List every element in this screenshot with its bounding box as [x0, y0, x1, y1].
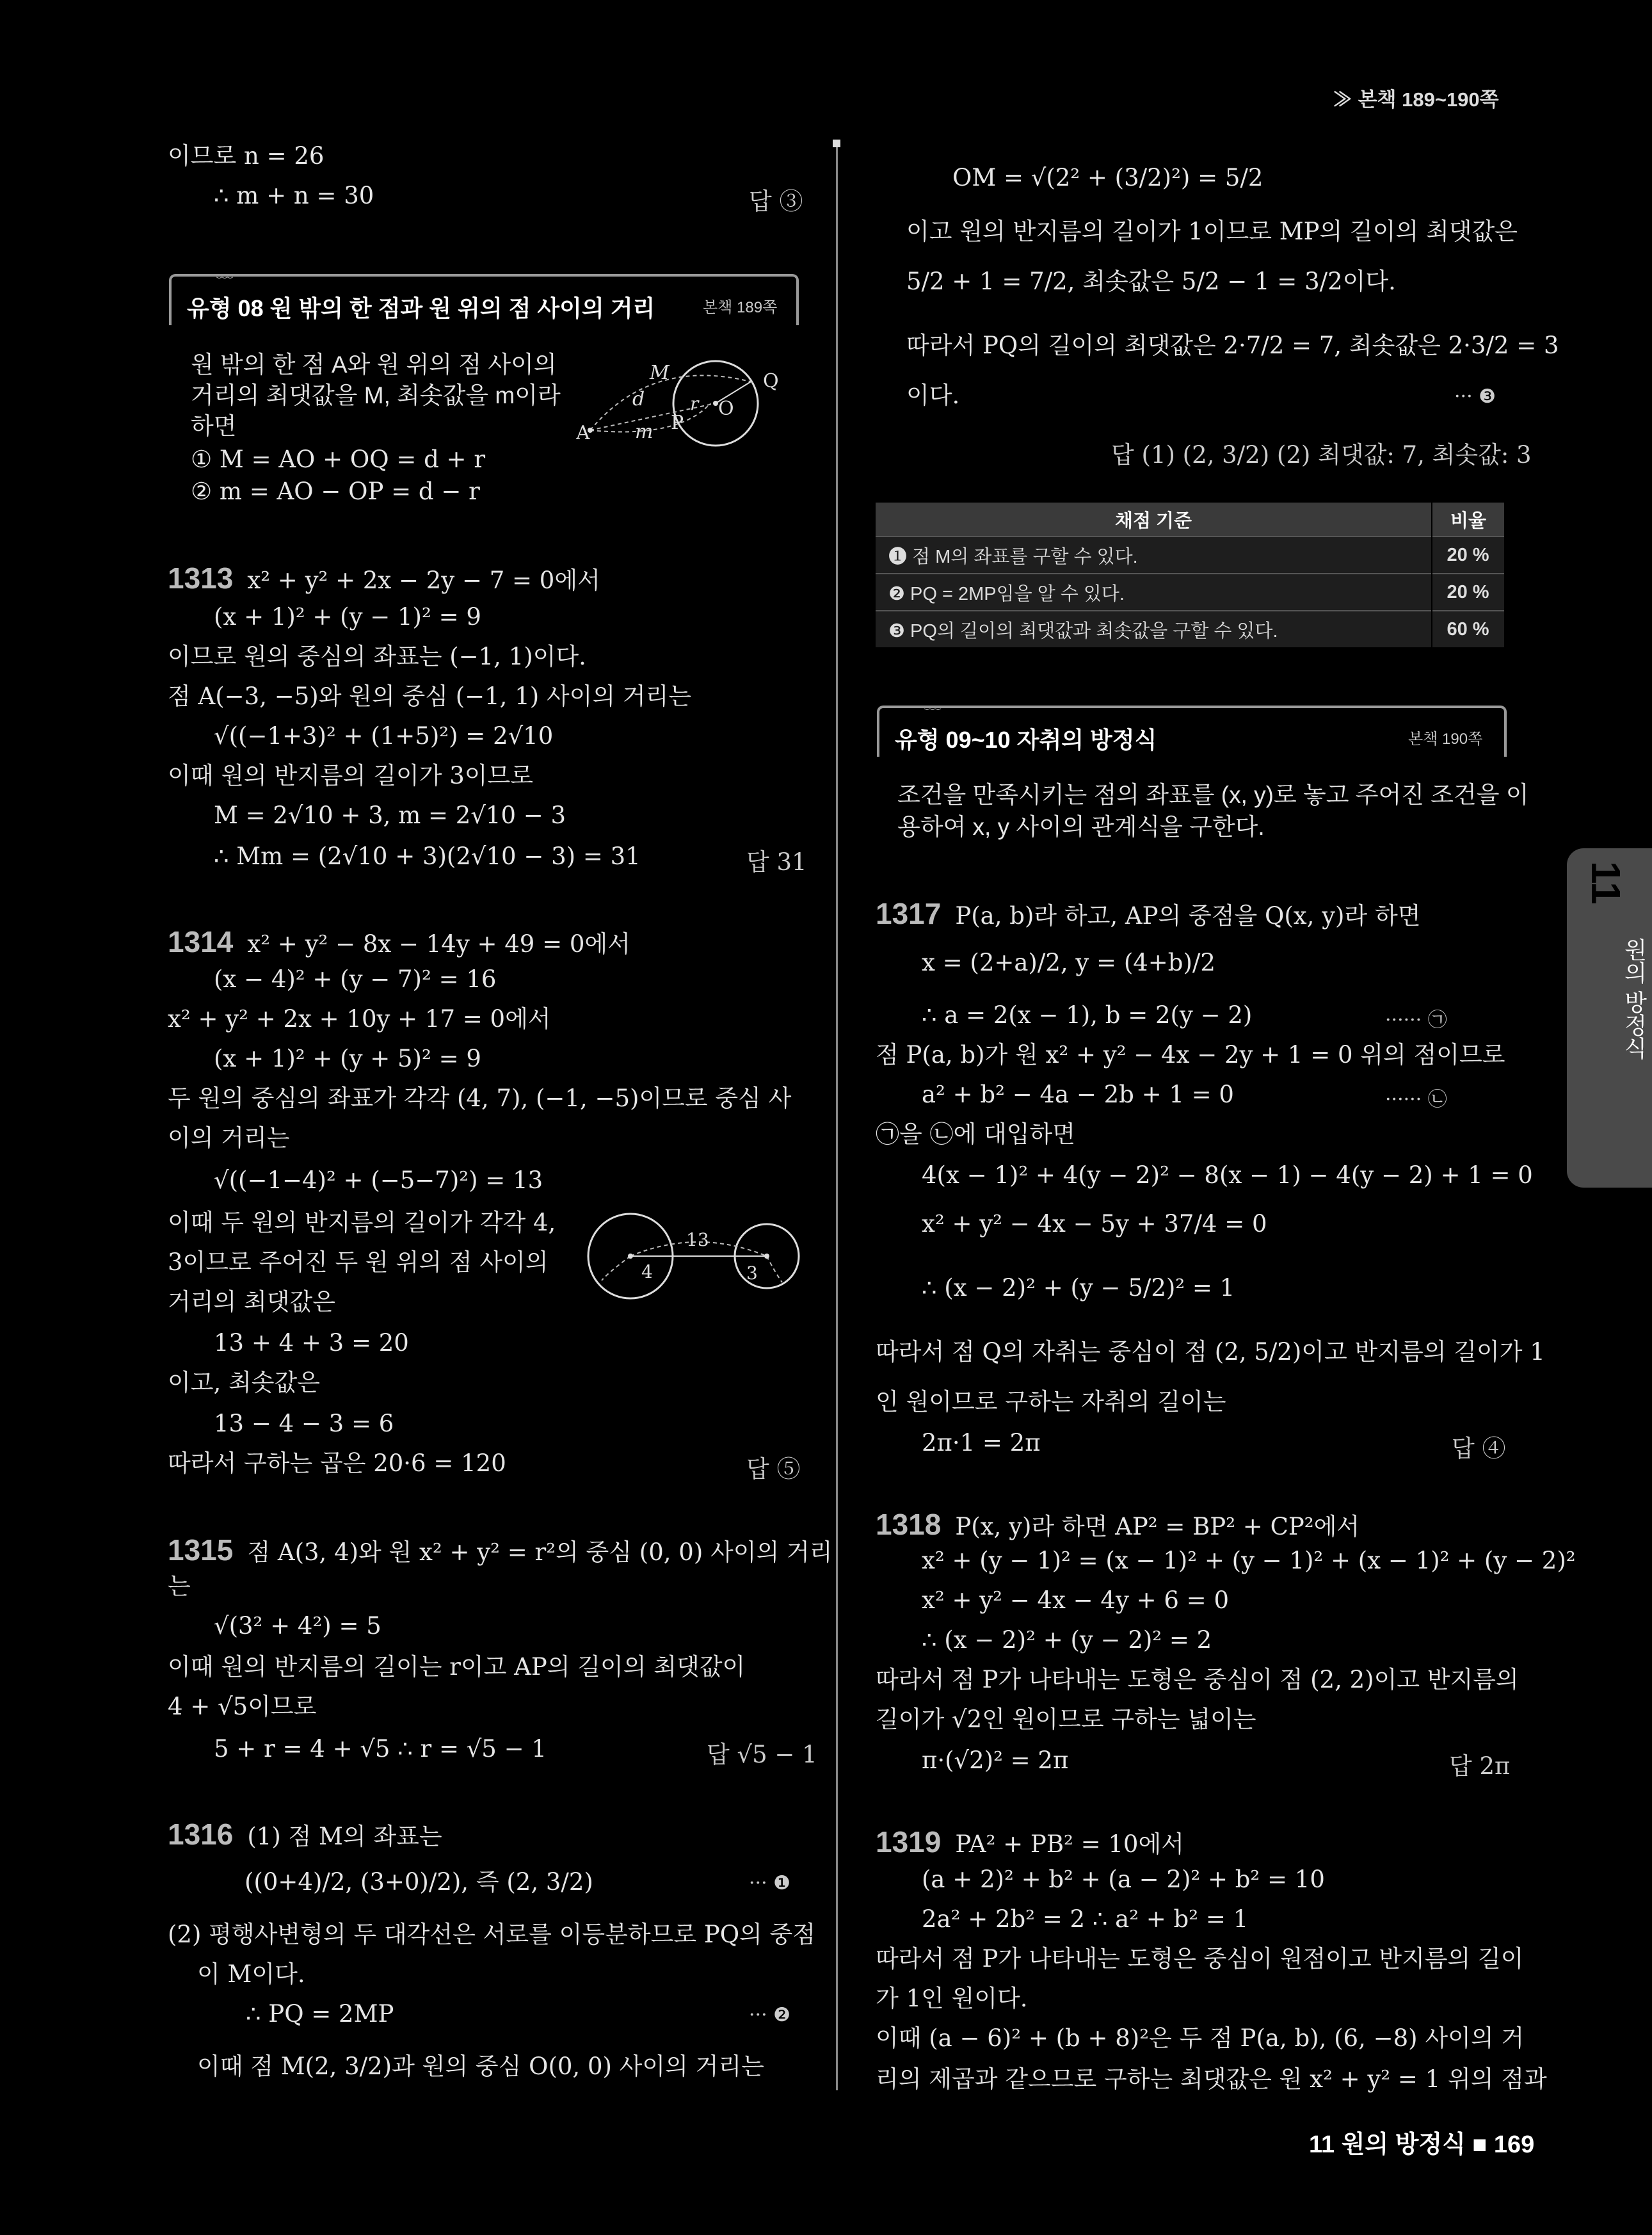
- ratio-cell: 20 %: [1432, 537, 1505, 574]
- problem-1318-number: 1318: [876, 1508, 942, 1541]
- problem-1319-line-1: 1319 PA² + PB² = 10에서: [876, 1825, 1184, 1859]
- problem-1317-number: 1317: [876, 897, 942, 930]
- fig-label-A: A: [576, 422, 590, 444]
- problem-1314-line-7: √((−1−4)² + (−5−7)²) = 13: [214, 1166, 543, 1194]
- ratio-cell: 20 %: [1432, 574, 1505, 611]
- problem-1314-line-13: 13 − 4 − 3 = 6: [214, 1410, 394, 1437]
- problem-1317-line-9: ∴ (x − 2)² + (y − 5/2)² = 1: [922, 1274, 1235, 1302]
- problem-1316-line-3: (2) 평행사변형의 두 대각선은 서로를 이등분하므로 PQ의 중점: [168, 1921, 816, 1948]
- prev-line-1: 이므로 n = 26: [168, 142, 325, 170]
- problem-1318-line-1: 1318 P(x, y)라 하면 AP² = BP² + CP²에서: [876, 1508, 1360, 1541]
- scoring-table: [876, 503, 1505, 647]
- problem-1313-line-3: 이므로 원의 중심의 좌표는 (−1, 1)이다.: [168, 643, 586, 670]
- problem-1318-line-2: x² + (y − 1)² = (x − 1)² + (y − 1)² + (x − 1)² + (y − 2)²: [922, 1547, 1576, 1574]
- sol-1316-line-2: 이고 원의 반지름의 길이가 1이므로 MP의 길이의 최댓값은: [906, 218, 1518, 245]
- problem-1318-line-3: x² + y² − 4x − 4y + 6 = 0: [922, 1586, 1229, 1614]
- answer-1317: 답 ④: [1452, 1435, 1506, 1462]
- problem-1314-line-8: 이때 두 원의 반지름의 길이가 각각 4,: [168, 1209, 556, 1236]
- problem-1314-line-11: 13 + 4 + 3 = 20: [214, 1329, 409, 1357]
- type08-box: [169, 274, 799, 325]
- type08-text-4: ① M = AO + OQ = d + r: [191, 446, 486, 473]
- criteria-cell: ❷ PQ = 2MP임을 알 수 있다.: [876, 574, 1432, 611]
- sol-1316-line-1: OM = √(2² + (3/2)²) = 5/2: [952, 164, 1263, 191]
- fig-dist-label: 13: [686, 1229, 709, 1250]
- problem-1314-line-14: 따라서 구하는 곱은 20·6 = 120: [168, 1449, 506, 1477]
- type0910-ref: 본책 190쪽: [1408, 730, 1483, 748]
- problem-1315-line-4: 이때 원의 반지름의 길이는 r이고 AP의 길이의 최댓값이: [168, 1653, 746, 1681]
- chapter-tab[interactable]: [1567, 848, 1652, 1188]
- scoring-header-row: [876, 503, 1505, 537]
- chapter-tab-title: 원의 방정식: [1621, 938, 1648, 1060]
- problem-1314-line-3: x² + y² + 2x + 10y + 17 = 0에서: [168, 1005, 551, 1033]
- problem-1319-line-5: 가 1인 원이다.: [876, 1985, 1028, 2012]
- problem-1317-line-4: 점 P(a, b)가 원 x² + y² − 4x − 2y + 1 = 0 위의 점이므로: [876, 1041, 1505, 1069]
- problem-1314-line-12: 이고, 최솟값은: [168, 1369, 320, 1396]
- problem-1315-line-2: 는: [168, 1572, 191, 1600]
- problem-1313-line-7: M = 2√10 + 3, m = 2√10 − 3: [214, 802, 566, 829]
- type08-text-1: 원 밖의 한 점 A와 원 위의 점 사이의: [191, 351, 557, 378]
- fig-label-Q: Q: [763, 370, 779, 392]
- problem-1318-line-5: 따라서 점 P가 나타내는 도형은 중심이 점 (2, 2)이고 반지름의: [876, 1666, 1519, 1693]
- problem-1313-line-6: 이때 원의 반지름의 길이가 3이므로: [168, 762, 533, 789]
- problem-1318-line-6: 길이가 √2인 원이므로 구하는 넓이는: [876, 1706, 1256, 1733]
- type08-text-2: 거리의 최댓값을 M, 최솟값을 m이라: [191, 382, 561, 408]
- fig-label-M: M: [650, 362, 670, 384]
- prev-line-2: ∴ m + n = 30: [214, 182, 374, 209]
- problem-1318-line-4: ∴ (x − 2)² + (y − 2)² = 2: [922, 1626, 1212, 1654]
- sol-1316-line-4: 따라서 PQ의 길이의 최댓값은 2·7/2 = 7, 최솟값은 2·3/2 = 3: [906, 332, 1559, 359]
- type08-figure: [576, 352, 794, 455]
- type0910-title: 유형 09~10 자취의 방정식: [895, 727, 1157, 753]
- answer-prev: 답 ③: [749, 188, 803, 215]
- problem-1316-line-5: ∴ PQ = 2MP: [246, 2000, 394, 2028]
- table-row: [876, 537, 1505, 574]
- problem-1314-number: 1314: [168, 925, 234, 958]
- problem-1316-line-6: 이때 점 M(2, 3/2)과 원의 중심 O(0, 0) 사이의 거리는: [197, 2053, 764, 2080]
- type08-text-5: ② m = AO − OP = d − r: [191, 478, 480, 505]
- problem-1314-line-9: 3이므로 주어진 두 원 위의 점 사이의: [168, 1248, 549, 1276]
- scoring-header-ratio: 비율: [1432, 503, 1505, 537]
- problem-1319-line-7: 리의 제곱과 같으므로 구하는 최댓값은 원 x² + y² = 1 위의 점과: [876, 2065, 1547, 2093]
- type08-text-3: 하면: [191, 413, 237, 439]
- problem-1314-line-4: (x + 1)² + (y + 5)² = 9: [214, 1045, 481, 1072]
- problem-1317-line-2: x = (2+a)/2, y = (4+b)/2: [922, 949, 1215, 976]
- type0910-box: [877, 706, 1507, 757]
- answer-1315: 답 √5 − 1: [707, 1741, 817, 1768]
- problem-1315-line-1: 1315 점 A(3, 4)와 원 x² + y² = r²의 중심 (0, 0) 사이의 거리: [168, 1533, 833, 1567]
- problem-1314-line-5: 두 원의 중심의 좌표가 각각 (4, 7), (−1, −5)이므로 중심 사: [168, 1085, 792, 1112]
- fig-label-O: O: [718, 398, 734, 420]
- step-marker-3: ··· ❸: [1454, 385, 1496, 408]
- column-divider: [836, 144, 838, 2090]
- problem-1313-line-1: 1313 x² + y² + 2x − 2y − 7 = 0에서: [168, 561, 600, 595]
- type0910-text-1: 조건을 만족시키는 점의 좌표를 (x, y)로 놓고 주어진 조건을 이: [897, 782, 1529, 808]
- problem-1317-line-12: 2π·1 = 2π: [922, 1429, 1041, 1456]
- problem-1317-line-10: 따라서 점 Q의 자취는 중심이 점 (2, 5/2)이고 반지름의 길이가 1: [876, 1338, 1545, 1366]
- ratio-cell: 60 %: [1432, 611, 1505, 647]
- problem-1317-line-1: 1317 P(a, b)라 하고, AP의 중점을 Q(x, y)라 하면: [876, 897, 1421, 930]
- fig-radius2-label: 3: [746, 1263, 758, 1284]
- problem-1313-line-4: 점 A(−3, −5)와 원의 중심 (−1, 1) 사이의 거리는: [168, 682, 692, 710]
- answer-1316: 답 (1) (2, 3/2) (2) 최댓값: 7, 최솟값: 3: [1111, 441, 1532, 469]
- problem-1319-line-2: (a + 2)² + b² + (a − 2)² + b² = 10: [922, 1866, 1325, 1893]
- tag-2: ······ ㉡: [1385, 1088, 1447, 1111]
- problem-1319-line-3: 2a² + 2b² = 2 ∴ a² + b² = 1: [922, 1905, 1249, 1933]
- wave-ornament: ﹏: [216, 262, 234, 282]
- chapter-tab-number: 11: [1583, 861, 1629, 905]
- problem-1317-line-11: 인 원이므로 구하는 자취의 길이는: [876, 1388, 1226, 1416]
- problem-1314-line-6: 이의 거리는: [168, 1124, 290, 1152]
- problem-1315-number: 1315: [168, 1533, 234, 1567]
- sol-1316-line-3: 5/2 + 1 = 7/2, 최솟값은 5/2 − 1 = 3/2이다.: [906, 268, 1396, 295]
- fig-label-d: d: [632, 388, 645, 410]
- problem-1317-line-7: 4(x − 1)² + 4(y − 2)² − 8(x − 1) − 4(y − 2) + 1 = 0: [922, 1161, 1533, 1189]
- fig-label-P: P: [671, 412, 684, 434]
- tag-1: ······ ㉠: [1385, 1009, 1447, 1031]
- book-reference: ≫ 본책 189~190쪽: [1333, 88, 1499, 111]
- scoring-header-criteria: 채점 기준: [876, 503, 1432, 537]
- step-marker-2: ··· ❷: [749, 2004, 791, 2026]
- type08-title: 유형 08 원 밖의 한 점과 원 위의 점 사이의 거리: [187, 295, 655, 321]
- problem-1316-line-4: 이 M이다.: [197, 1960, 305, 1988]
- fig-radius1-label: 4: [641, 1261, 653, 1282]
- problem-1316-line-1: 1316 (1) 점 M의 좌표는: [168, 1818, 442, 1851]
- answer-1314: 답 ⑤: [746, 1455, 801, 1483]
- criteria-cell: ❸ PQ의 길이의 최댓값과 최솟값을 구할 수 있다.: [876, 611, 1432, 647]
- problem-1317-line-6: ㉠을 ㉡에 대입하면: [876, 1120, 1075, 1148]
- criteria-cell: ❶ 점 M의 좌표를 구할 수 있다.: [876, 537, 1432, 574]
- problem-1317-line-8: x² + y² − 4x − 5y + 37/4 = 0: [922, 1210, 1267, 1238]
- two-circles-figure: [582, 1209, 806, 1305]
- problem-1313-line-5: √((−1+3)² + (1+5)²) = 2√10: [214, 722, 554, 750]
- fig-label-r: r: [690, 393, 699, 414]
- problem-1314-line-2: (x − 4)² + (y − 7)² = 16: [214, 965, 497, 993]
- problem-1315-line-6: 5 + r = 4 + √5 ∴ r = √5 − 1: [214, 1735, 547, 1763]
- table-row: [876, 574, 1505, 611]
- problem-1317-line-5: a² + b² − 4a − 2b + 1 = 0: [922, 1081, 1234, 1108]
- answer-1318: 답 2π: [1449, 1752, 1511, 1780]
- wave-ornament: ﹏: [924, 694, 942, 713]
- problem-1314-line-1: 1314 x² + y² − 8x − 14y + 49 = 0에서: [168, 925, 630, 958]
- problem-1319-line-4: 따라서 점 P가 나타내는 도형은 중심이 원점이고 반지름의 길이: [876, 1945, 1524, 1973]
- problem-1314-line-10: 거리의 최댓값은: [168, 1288, 335, 1316]
- type08-ref: 본책 189쪽: [703, 299, 778, 316]
- problem-1316-number: 1316: [168, 1818, 234, 1851]
- page-footer: 11 원의 방정식 ■ 169: [1309, 2131, 1535, 2158]
- sol-1316-line-5: 이다.: [906, 382, 960, 409]
- problem-1319-line-6: 이때 (a − 6)² + (b + 8)²은 두 점 P(a, b), (6, −8) 사이의 거: [876, 2024, 1525, 2052]
- table-row: [876, 611, 1505, 647]
- problem-1318-line-7: π·(√2)² = 2π: [922, 1747, 1069, 1774]
- divider-cap: [833, 140, 840, 147]
- fig-label-m: m: [635, 421, 654, 443]
- problem-1313-line-8: ∴ Mm = (2√10 + 3)(2√10 − 3) = 31: [214, 843, 641, 870]
- problem-1317-line-3: ∴ a = 2(x − 1), b = 2(y − 2): [922, 1001, 1253, 1029]
- problem-1316-line-2: ((0+4)/2, (3+0)/2), 즉 (2, 3/2): [245, 1868, 593, 1896]
- problem-1315-line-3: √(3² + 4²) = 5: [214, 1612, 381, 1640]
- problem-1313-line-2: (x + 1)² + (y − 1)² = 9: [214, 603, 481, 631]
- problem-1315-line-5: 4 + √5이므로: [168, 1693, 317, 1720]
- problem-1313-number: 1313: [168, 561, 234, 595]
- step-marker-1: ··· ❶: [749, 1872, 791, 1894]
- type0910-text-2: 용하여 x, y 사이의 관계식을 구한다.: [897, 814, 1265, 840]
- answer-1313: 답 31: [746, 848, 807, 876]
- problem-1319-number: 1319: [876, 1825, 942, 1859]
